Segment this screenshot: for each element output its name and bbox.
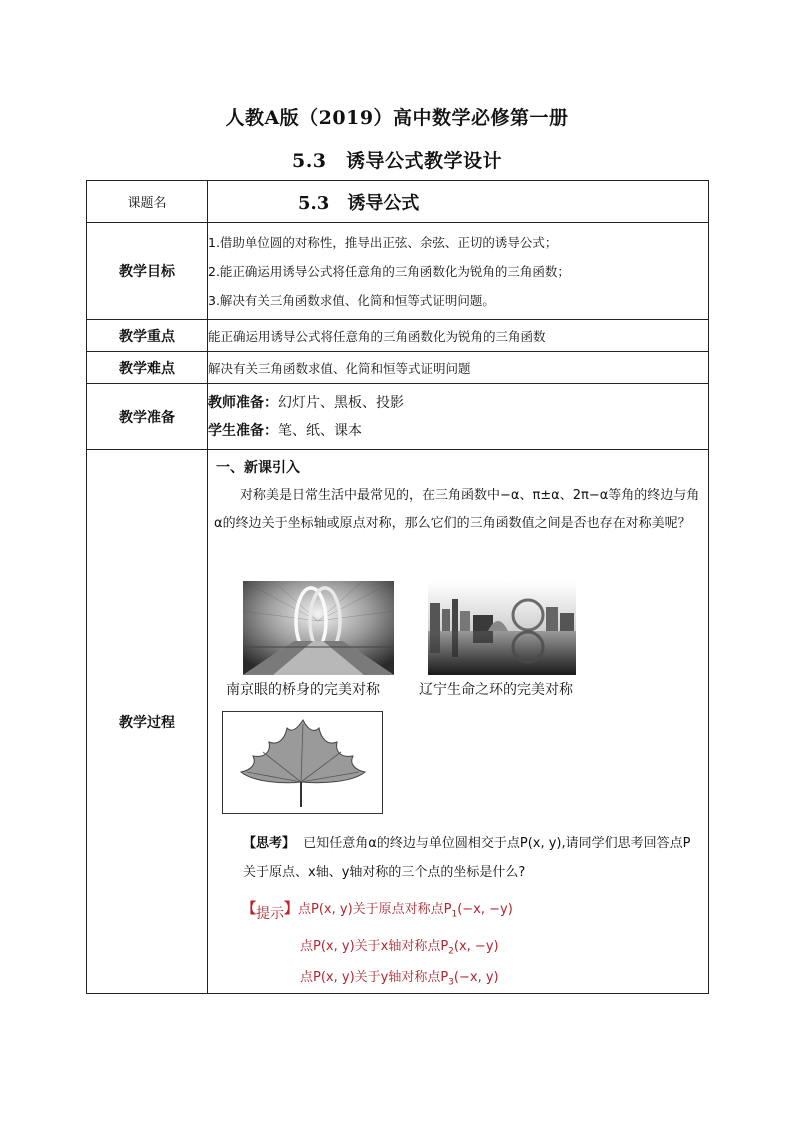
goal-item: 1.借助单位圆的对称性，推导出正弦、余弦、正切的诱导公式；: [208, 234, 558, 250]
think-text: 已知任意角α的终边与单位圆相交于点P(x, y),请同学们思考回答点P关于原点、x轴、y轴对称的三个点的坐标是什么?: [243, 836, 691, 880]
hint-label: 提示: [256, 906, 284, 922]
nanjing-eye-illustration: [243, 581, 394, 675]
hint-x-text: 点P(x, y)关于x轴对称点P: [300, 939, 449, 954]
teacher-prep-value: 幻灯片、黑板、投影: [278, 394, 404, 411]
label-process: 教学过程: [87, 450, 208, 994]
goal-item: 2.能正确运用诱导公式将任意角的三角函数化为锐角的三角函数；: [208, 263, 570, 279]
label-preparation: 教学准备: [87, 384, 208, 450]
hint-y-sub: 3: [448, 977, 454, 988]
goal-item: 3.解决有关三角函数求值、化简和恒等式证明问题。: [208, 292, 495, 308]
hint-origin-sub: 1: [451, 909, 458, 920]
leaf-illustration: [223, 712, 382, 813]
label-difficulties: 教学难点: [87, 352, 208, 384]
caption-ring: 辽宁生命之环的完美对称: [419, 682, 573, 698]
hint-bracket-close: 】: [284, 901, 298, 917]
intro-paragraph: 对称美是日常生活中最常见的，在三角函数中−α、π±α、2π−α等角的终边与角α的终边关于坐标轴或原点对称，那么它们的三角函数值之间是否也存在对称美呢？: [214, 488, 700, 531]
topic-cell: [208, 181, 709, 223]
hint-origin-coords: (−x, −y): [457, 902, 513, 917]
hint-bracket-open: 【: [242, 901, 256, 917]
section-title: [216, 457, 300, 477]
goals-cell: [208, 223, 709, 320]
leaf-photo: [222, 711, 383, 814]
ring-of-life-illustration: [428, 581, 576, 675]
think-paragraph: [243, 829, 703, 887]
student-prep: [208, 417, 708, 445]
think-label: 【思考】: [243, 836, 296, 851]
nanjing-eye-photo: [243, 581, 394, 675]
hint-y-coords: (−x, y): [453, 970, 499, 985]
caption-nanjing: 南京眼的桥身的完美对称: [226, 682, 380, 698]
label-topic: 课题名: [87, 181, 208, 223]
page-subtitle: 5.3 诱导公式教学设计: [291, 150, 503, 172]
student-prep-label: 学生准备：: [208, 422, 278, 439]
hint-y-axis: [300, 962, 499, 999]
hint-y-text: 点P(x, y)关于y轴对称点P: [300, 970, 449, 985]
row-preparation: [87, 384, 709, 450]
difficulties-value: 解决有关三角函数求值、化简和恒等式证明问题: [208, 352, 709, 384]
preparation-cell: [208, 384, 709, 450]
hint-x-coords: (x, −y): [453, 939, 499, 954]
row-difficulties: [87, 352, 709, 384]
label-key-points: 教学重点: [87, 320, 208, 352]
label-goals: 教学目标: [87, 223, 208, 320]
section-title-text: 一、新课引入: [216, 460, 300, 476]
topic-value: 5.3 诱导公式: [298, 192, 420, 214]
row-goals: [87, 223, 709, 320]
row-topic: [87, 181, 709, 223]
row-key-points: [87, 320, 709, 352]
student-prep-value: 笔、纸、课本: [278, 422, 362, 439]
hint-origin-text: 点P(x, y)关于原点对称点P: [298, 902, 452, 917]
teacher-prep: [208, 389, 708, 417]
key-points-value: 能正确运用诱导公式将任意角的三角函数化为锐角的三角函数: [208, 320, 709, 352]
hint-origin: [298, 902, 513, 920]
page-title: 人教A版（2019）高中数学必修第一册: [225, 107, 569, 129]
ring-of-life-photo: [428, 581, 576, 675]
teacher-prep-label: 教师准备：: [208, 394, 278, 411]
hint-block: [242, 894, 513, 931]
hint-x-sub: 2: [448, 946, 454, 957]
